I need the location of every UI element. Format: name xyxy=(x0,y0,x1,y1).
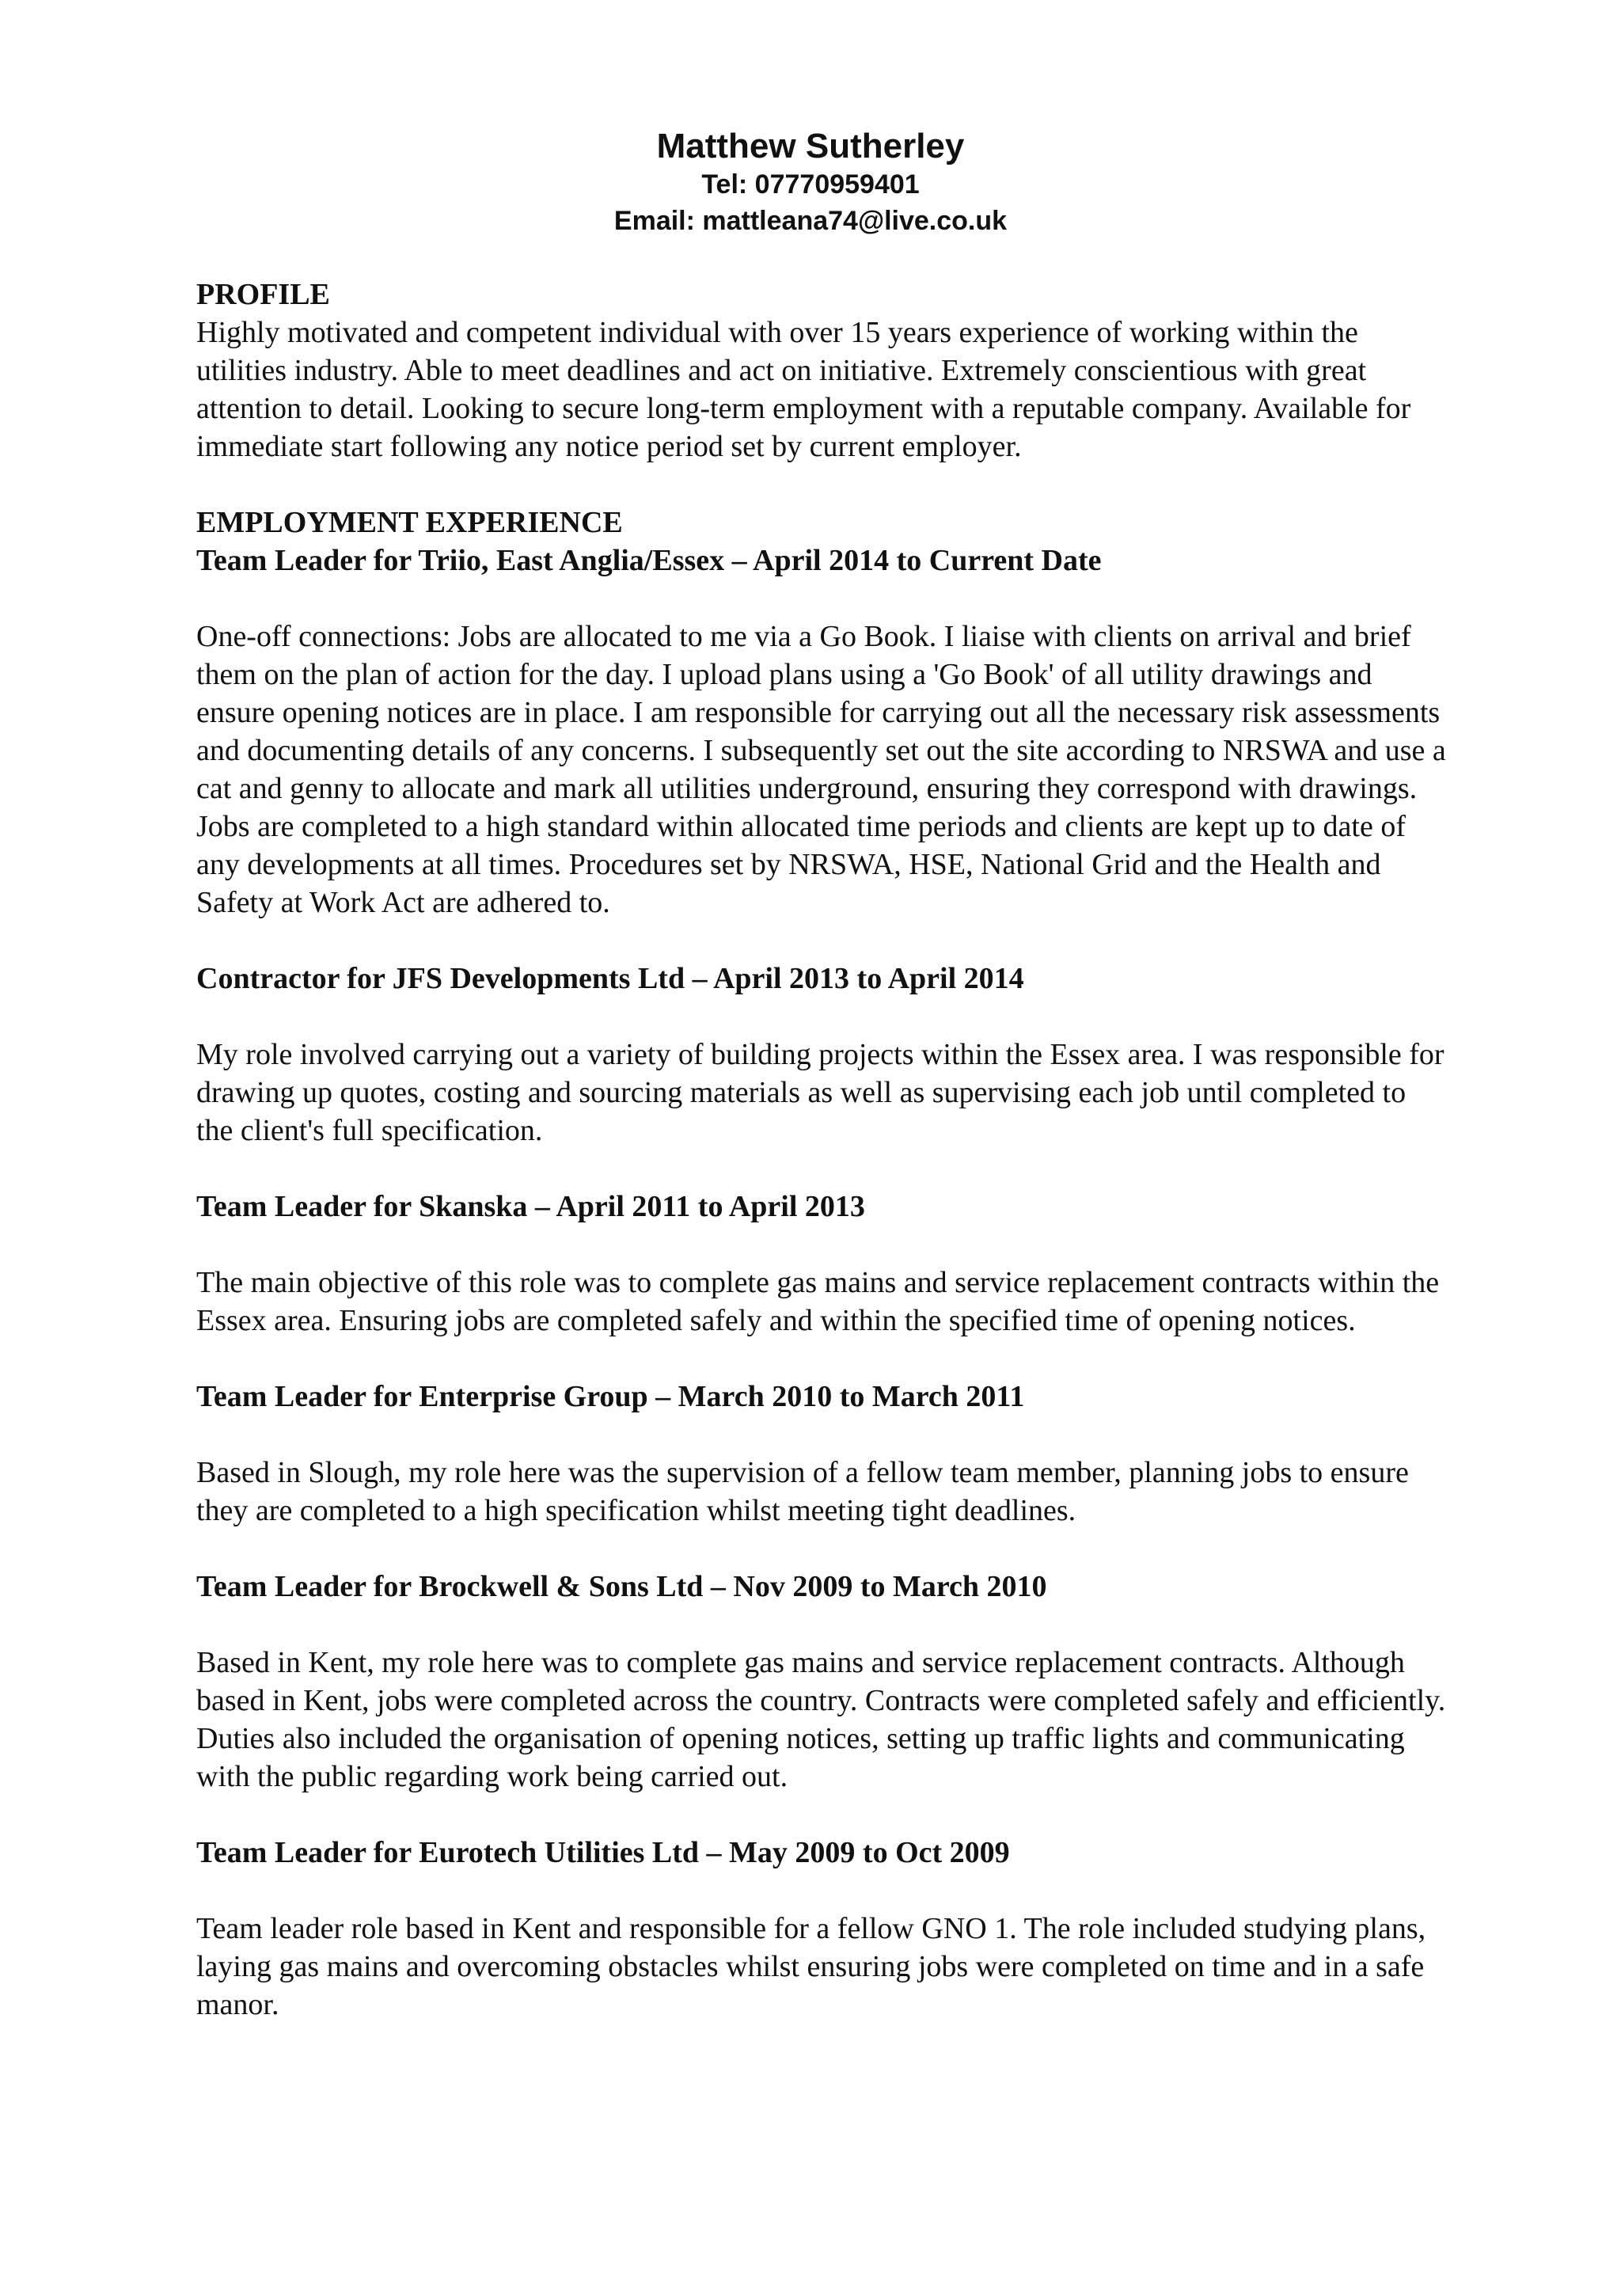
job-description: Based in Kent, my role here was to complete gas mains and service replacement contracts. Although based in Kent, jobs were completed across the country. Contracts were completed safely and efficiently. Duties also included the organisation of opening notices, setting up traffic lights and communicating with the public regarding work being carried out. xyxy=(196,1646,1446,1793)
job-description: The main objective of this role was to complete gas mains and service replacement contracts within the Essex area. Ensuring jobs are completed safely and within the specified time of opening notices. xyxy=(196,1266,1440,1337)
profile-text: Highly motivated and competent individual with over 15 years experience of working within the utilities industry. Able to meet deadlines and act on initiative. Extremely conscientious with great attention to detail. Looking to secure long-term employment with a reputable company. Available for immediate start following any notice period set by current employer. xyxy=(196,316,1411,463)
spacer xyxy=(196,1226,1447,1264)
job-title: Team Leader for Eurotech Utilities Ltd – May 2009 to Oct 2009 xyxy=(196,1836,1010,1869)
job-title: Team Leader for Skanska – April 2011 to April 2013 xyxy=(196,1190,865,1223)
spacer xyxy=(196,466,1447,504)
spacer xyxy=(196,922,1447,960)
employment-heading: EMPLOYMENT EXPERIENCE xyxy=(196,506,623,539)
job-entry xyxy=(196,1188,1447,1340)
profile-heading: PROFILE xyxy=(196,278,330,311)
job-description: Team leader role based in Kent and responsible for a fellow GNO 1. The role included studying plans, laying gas mains and overcoming obstacles whilst ensuring jobs were completed on time and in a safe manor. xyxy=(196,1912,1426,2021)
spacer xyxy=(196,580,1447,618)
job-title: Team Leader for Triio, East Anglia/Essex – April 2014 to Current Date xyxy=(196,544,1102,577)
job-entry xyxy=(196,1834,1447,2024)
candidate-name: Matthew Sutherley xyxy=(656,127,965,165)
email-address: Email: mattleana74@live.co.uk xyxy=(613,206,1008,236)
spacer xyxy=(196,1150,1447,1188)
job-description: Based in Slough, my role here was the supervision of a fellow team member, planning jobs to ensure they are completed to a high specification whilst meeting tight deadlines. xyxy=(196,1456,1409,1527)
spacer xyxy=(196,1872,1447,1910)
cv-header xyxy=(0,127,1621,239)
job-title: Contractor for JFS Developments Ltd – April 2013 to April 2014 xyxy=(196,962,1024,995)
job-title: Team Leader for Brockwell & Sons Ltd – Nov 2009 to March 2010 xyxy=(196,1570,1047,1603)
spacer xyxy=(196,1796,1447,1834)
spacer xyxy=(196,1416,1447,1454)
phone-number: Tel: 07770959401 xyxy=(701,169,920,200)
job-entry xyxy=(196,542,1447,922)
spacer xyxy=(196,1530,1447,1568)
job-description: My role involved carrying out a variety of building projects within the Essex area. I was responsible for drawing up quotes, costing and sourcing materials as well as supervising each job until completed to the client's full specification. xyxy=(196,1038,1444,1147)
job-entry xyxy=(196,1378,1447,1530)
job-entry xyxy=(196,1568,1447,1796)
job-title: Team Leader for Enterprise Group – March 2010 to March 2011 xyxy=(196,1380,1025,1413)
cv-body xyxy=(196,276,1447,2024)
spacer xyxy=(196,998,1447,1036)
job-entry xyxy=(196,960,1447,1150)
spacer xyxy=(196,1340,1447,1378)
spacer xyxy=(196,1606,1447,1644)
job-description: One-off connections: Jobs are allocated to me via a Go Book. I liaise with clients on arrival and brief them on the plan of action for the day. I upload plans using a 'Go Book' of all utility drawings and ensure opening notices are in place. I am responsible for carrying out all the necessary risk assessments and documenting details of any concerns. I subsequently set out the site according to NRSWA and use a cat and genny to allocate and mark all utilities underground, ensuring they correspond with drawings. Jobs are completed to a high standard within allocated time periods and clients are kept up to date of any developments at all times. Procedures set by NRSWA, HSE, National Grid and the Health and Safety at Work Act are adhered to. xyxy=(196,620,1446,919)
